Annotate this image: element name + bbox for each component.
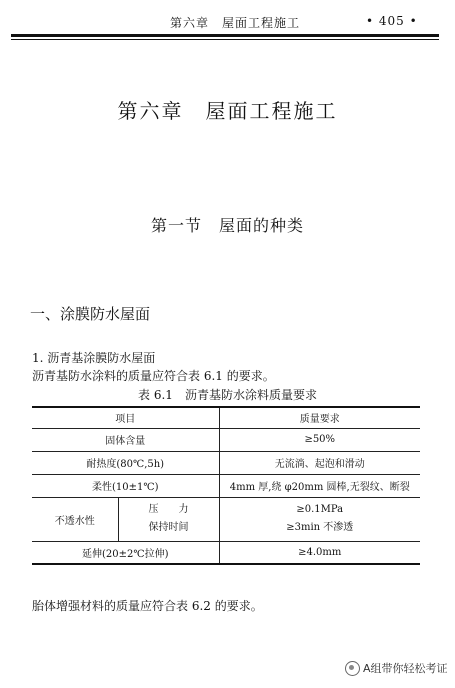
table-header-requirement: 质量要求 xyxy=(219,407,420,428)
header-rule-thin xyxy=(11,39,439,40)
page-number: • 405 • xyxy=(366,14,418,28)
table-row xyxy=(32,428,420,451)
table-row xyxy=(32,474,420,497)
table-caption: 表 6.1 沥青基防水涂料质量要求 xyxy=(138,388,317,402)
table-header-item: 项目 xyxy=(32,407,219,428)
table-cell-item: 耐热度(80℃,5h) xyxy=(32,451,219,474)
table-cell-item: 柔性(10±1℃) xyxy=(32,474,219,497)
table-cell-requirement: ≥4.0mm xyxy=(219,541,420,564)
table-cell-item: 延伸(20±2℃拉伸) xyxy=(32,541,219,564)
header-rule-thick xyxy=(11,34,439,37)
table-cell-item: 不透水性 xyxy=(32,497,118,541)
section-title: 第一节 屋面的种类 xyxy=(150,216,304,235)
table-cell-requirement xyxy=(219,497,420,541)
quality-table xyxy=(32,406,420,565)
table-req-duration: ≥3min 不渗透 xyxy=(286,522,354,533)
paragraph-text: 胎体增强材料的质量应符合表 6.2 的要求。 xyxy=(32,599,263,613)
paragraph-text: 沥青基防水涂料的质量应符合表 6.1 的要求。 xyxy=(32,369,275,383)
table-req-pressure: ≥0.1MPa xyxy=(296,504,344,515)
table-cell-item: 固体含量 xyxy=(32,428,219,451)
table-row xyxy=(32,497,420,541)
watermark-text: A组带你轻松考证 xyxy=(363,662,448,675)
table-cell-requirement: 无流淌、起泡和滑动 xyxy=(219,451,420,474)
table-row xyxy=(32,541,420,564)
table-cell-requirement: ≥50% xyxy=(219,428,420,451)
table-cell-subitems xyxy=(118,497,219,541)
watermark xyxy=(345,660,448,676)
table-header-row xyxy=(32,407,420,428)
paragraph-heading: 1. 沥青基涂膜防水屋面 xyxy=(32,351,156,365)
table-subitem-duration: 保持时间 xyxy=(148,522,189,533)
running-head: 第六章 屋面工程施工 xyxy=(170,16,301,30)
table-row xyxy=(32,451,420,474)
chapter-title: 第六章 屋面工程施工 xyxy=(117,99,338,123)
table-cell-requirement: 4mm 厚,绕 φ20mm 圆棒,无裂纹、断裂 xyxy=(219,474,420,497)
subsection-title: 一、涂膜防水屋面 xyxy=(30,305,151,323)
watermark-logo-icon xyxy=(345,661,360,676)
table-subitem-pressure: 压 力 xyxy=(148,504,189,515)
